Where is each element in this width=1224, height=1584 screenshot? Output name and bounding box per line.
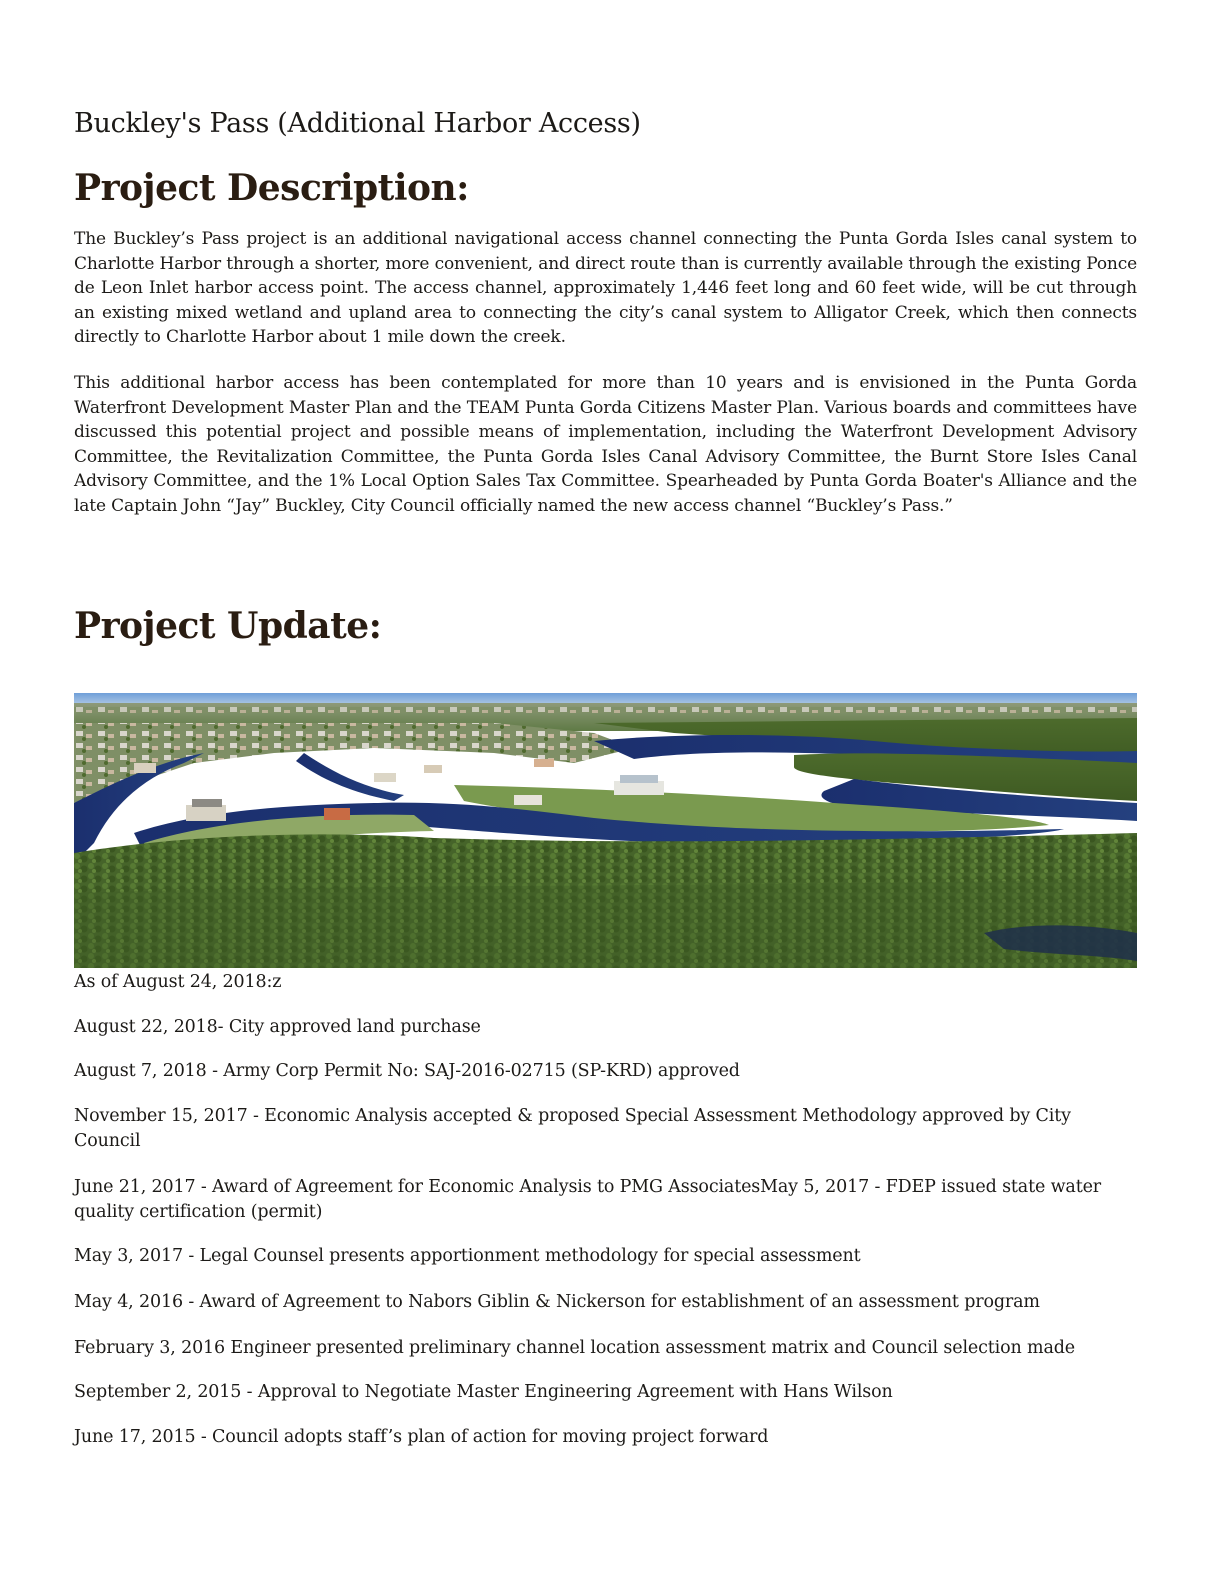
list-item: June 21, 2017 - Award of Agreement for Economic Analysis to PMG AssociatesMay 5, 2017 - FDEP issued state water quality certification (permit) — [74, 1177, 1102, 1222]
description-paragraph-2: This additional harbor access has been contemplated for more than 10 years and is envisioned in the Punta Gorda Waterfront Development Master Plan and the TEAM Punta Gorda Citizens Master Plan. Various boards and committees have discussed this potential project and possible means of implementation, including the Waterfront Development Advisory Committee, the Revitalization Committee, the Punta Gorda Isles Canal Advisory Committee, the Burnt Store Isles Canal Advisory Committee, and the 1% Local Option Sales Tax Committee. Spearheaded by Punta Gorda Boater's Alliance and the late Captain John “Jay” Buckley, City Council officially named the new access channel “Buckley’s Pass.” — [74, 373, 1137, 516]
list-item: As of August 24, 2018:z — [74, 972, 282, 992]
description-paragraph-1: The Buckley’s Pass project is an additional navigational access channel connecting the Punta Gorda Isles canal system to Charlotte Harbor through a shorter, more convenient, and direct route than is currently available through the existing Ponce de Leon Inlet harbor access point. The access channel, approximately 1,446 feet long and 60 feet wide, will be cut through an existing mixed wetland and upland area to connecting the city’s canal system to Alligator Creek, which then connects directly to Charlotte Harbor about 1 mile down the creek. — [74, 229, 1137, 348]
list-item: August 7, 2018 - Army Corp Permit No: SAJ-2016-02715 (SP-KRD) approved — [74, 1061, 740, 1081]
list-item: September 2, 2015 - Approval to Negotiate Master Engineering Agreement with Hans Wilson — [74, 1382, 893, 1402]
list-item: June 17, 2015 - Council adopts staff’s plan of action for moving project forward — [74, 1427, 769, 1447]
list-item: February 3, 2016 Engineer presented preliminary channel location assessment matrix and Council selection made — [74, 1338, 1075, 1358]
list-item: August 22, 2018- City approved land purchase — [74, 1017, 481, 1037]
aerial-photo — [74, 693, 1137, 968]
project-update-heading: Project Update: — [74, 605, 382, 647]
list-item: November 15, 2017 - Economic Analysis accepted & proposed Special Assessment Methodology approved by City Council — [74, 1106, 1071, 1151]
page-title: Buckley's Pass (Additional Harbor Access) — [74, 108, 641, 139]
project-description-heading: Project Description: — [74, 167, 469, 209]
list-item: May 4, 2016 - Award of Agreement to Nabors Giblin & Nickerson for establishment of an assessment program — [74, 1292, 1040, 1312]
list-item: May 3, 2017 - Legal Counsel presents apportionment methodology for special assessment — [74, 1246, 861, 1266]
